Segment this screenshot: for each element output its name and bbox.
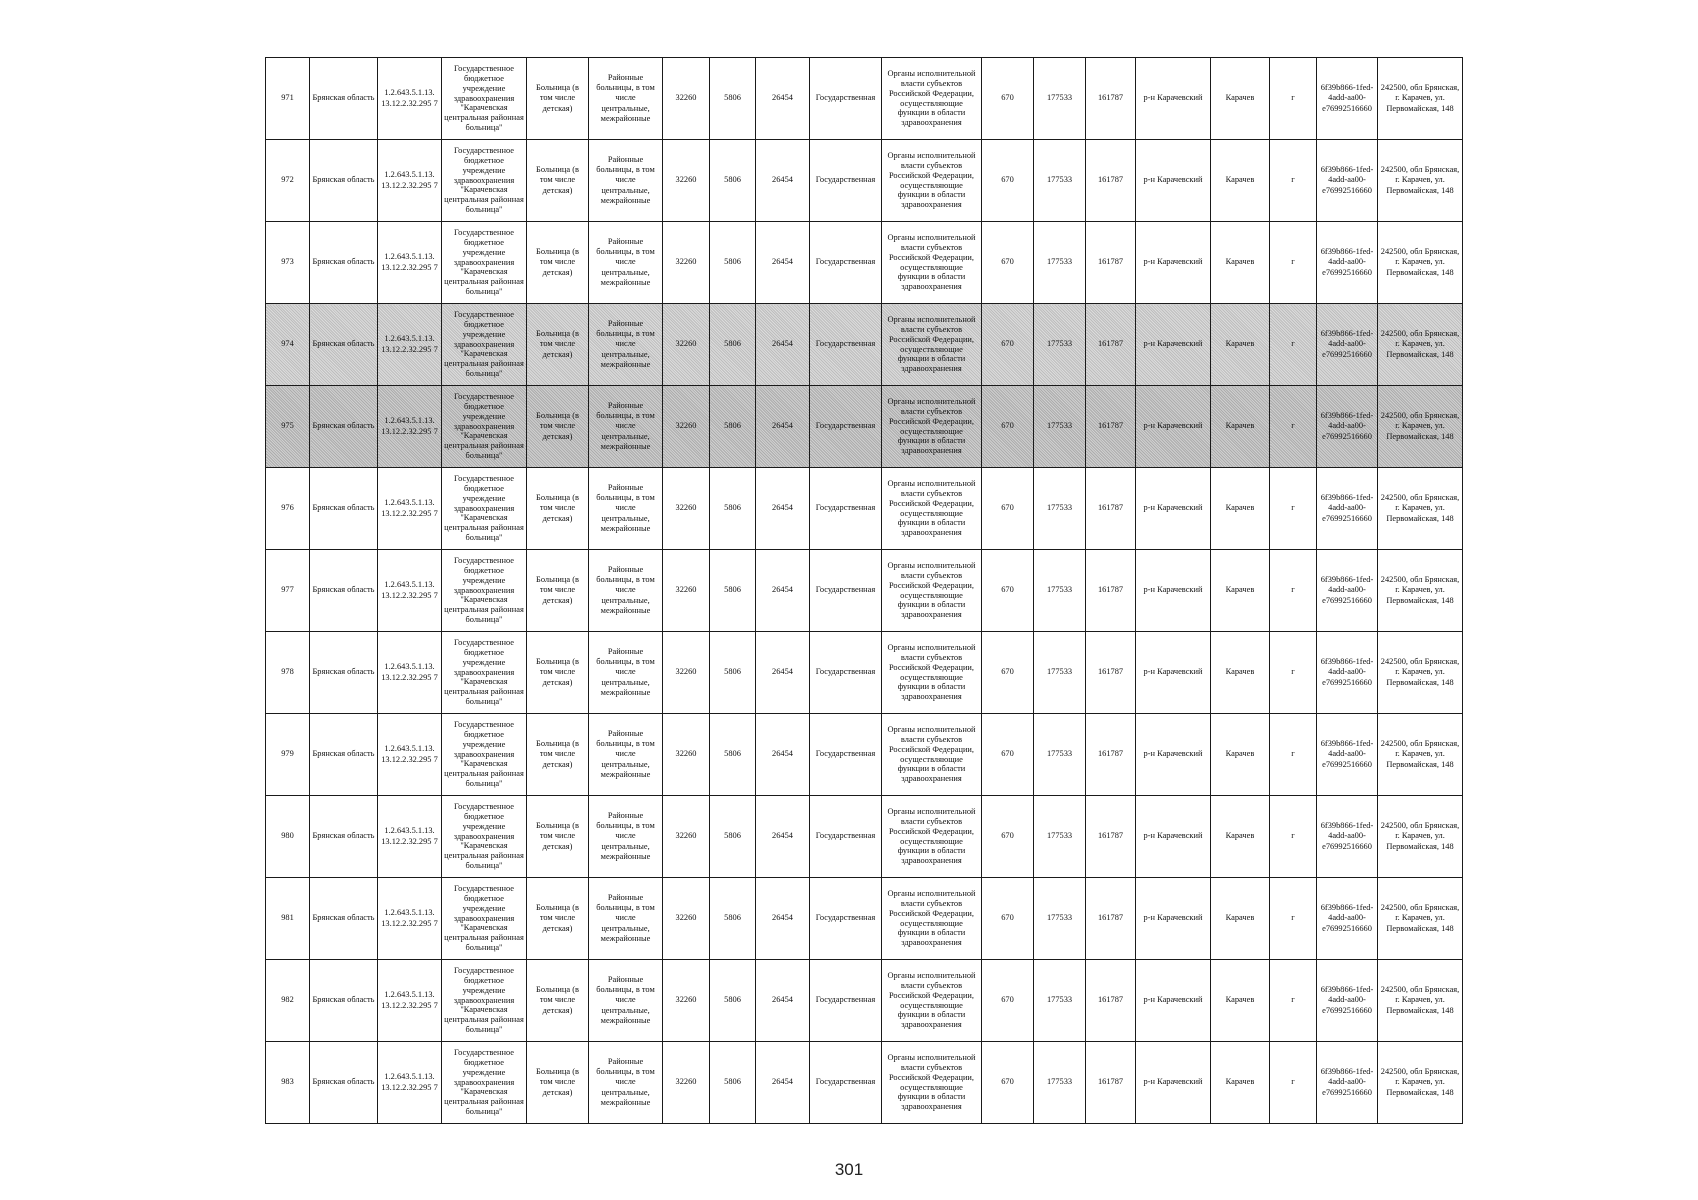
facility-subtype-cell: Районные больницы, в том числе центральные, межрайонные [589, 878, 663, 960]
code-1-cell: 32260 [663, 140, 710, 222]
oid-cell: 1.2.643.5.1.13. 13.12.2.32.295 7 [378, 468, 442, 550]
organization-name-cell: Государственное бюджетное учреждение здравоохранения "Карачевская центральная районная больница" [442, 960, 527, 1042]
code-5-cell: 177533 [1034, 1042, 1086, 1124]
organization-name-cell: Государственное бюджетное учреждение здравоохранения "Карачевская центральная районная больница" [442, 386, 527, 468]
code-2-cell: 5806 [710, 304, 756, 386]
district-cell: р-н Карачевский [1136, 1042, 1211, 1124]
facility-subtype-cell: Районные больницы, в том числе центральные, межрайонные [589, 140, 663, 222]
table-row [266, 878, 1463, 960]
table-row [266, 304, 1463, 386]
ownership-cell: Государственная [810, 304, 882, 386]
address-cell: 242500, обл Брянская, г. Карачев, ул. Первомайская, 148 [1378, 714, 1463, 796]
row-number: 980 [266, 796, 310, 878]
authority-cell: Органы исполнительной власти субъектов Российской Федерации, осуществляющие функции в области здравоохранения [882, 222, 982, 304]
authority-cell: Органы исполнительной власти субъектов Российской Федерации, осуществляющие функции в области здравоохранения [882, 714, 982, 796]
authority-cell: Органы исполнительной власти субъектов Российской Федерации, осуществляющие функции в области здравоохранения [882, 796, 982, 878]
code-5-cell: 177533 [1034, 222, 1086, 304]
address-cell: 242500, обл Брянская, г. Карачев, ул. Первомайская, 148 [1378, 796, 1463, 878]
code-3-cell: 26454 [756, 796, 810, 878]
code-6-cell: 161787 [1086, 140, 1136, 222]
region-cell: Брянская область [310, 632, 378, 714]
oid-cell: 1.2.643.5.1.13. 13.12.2.32.295 7 [378, 878, 442, 960]
code-6-cell: 161787 [1086, 878, 1136, 960]
facility-type-cell: Больница (в том числе детская) [527, 468, 589, 550]
table-row [266, 222, 1463, 304]
address-cell: 242500, обл Брянская, г. Карачев, ул. Первомайская, 148 [1378, 140, 1463, 222]
code-5-cell: 177533 [1034, 140, 1086, 222]
facility-type-cell: Больница (в том числе детская) [527, 632, 589, 714]
ownership-cell: Государственная [810, 468, 882, 550]
region-cell: Брянская область [310, 878, 378, 960]
address-cell: 242500, обл Брянская, г. Карачев, ул. Первомайская, 148 [1378, 468, 1463, 550]
city-cell: Карачев [1211, 222, 1270, 304]
city-cell: Карачев [1211, 796, 1270, 878]
oid-cell: 1.2.643.5.1.13. 13.12.2.32.295 7 [378, 632, 442, 714]
code-5-cell: 177533 [1034, 878, 1086, 960]
address-cell: 242500, обл Брянская, г. Карачев, ул. Первомайская, 148 [1378, 550, 1463, 632]
address-cell: 242500, обл Брянская, г. Карачев, ул. Первомайская, 148 [1378, 1042, 1463, 1124]
code-5-cell: 177533 [1034, 960, 1086, 1042]
city-cell: Карачев [1211, 714, 1270, 796]
code-1-cell: 32260 [663, 58, 710, 140]
code-1-cell: 32260 [663, 796, 710, 878]
code-4-cell: 670 [982, 960, 1034, 1042]
row-number: 978 [266, 632, 310, 714]
city-cell: Карачев [1211, 632, 1270, 714]
facility-subtype-cell: Районные больницы, в том числе центральные, межрайонные [589, 222, 663, 304]
ownership-cell: Государственная [810, 386, 882, 468]
authority-cell: Органы исполнительной власти субъектов Российской Федерации, осуществляющие функции в области здравоохранения [882, 304, 982, 386]
settlement-type-cell: г [1270, 468, 1317, 550]
city-cell: Карачев [1211, 140, 1270, 222]
code-4-cell: 670 [982, 878, 1034, 960]
settlement-type-cell: г [1270, 960, 1317, 1042]
table-row [266, 632, 1463, 714]
ownership-cell: Государственная [810, 140, 882, 222]
ownership-cell: Государственная [810, 632, 882, 714]
code-1-cell: 32260 [663, 960, 710, 1042]
code-3-cell: 26454 [756, 878, 810, 960]
district-cell: р-н Карачевский [1136, 386, 1211, 468]
city-cell: Карачев [1211, 878, 1270, 960]
code-1-cell: 32260 [663, 632, 710, 714]
district-cell: р-н Карачевский [1136, 632, 1211, 714]
authority-cell: Органы исполнительной власти субъектов Российской Федерации, осуществляющие функции в области здравоохранения [882, 1042, 982, 1124]
district-cell: р-н Карачевский [1136, 58, 1211, 140]
row-number: 982 [266, 960, 310, 1042]
oid-cell: 1.2.643.5.1.13. 13.12.2.32.295 7 [378, 222, 442, 304]
code-2-cell: 5806 [710, 960, 756, 1042]
organization-name-cell: Государственное бюджетное учреждение здравоохранения "Карачевская центральная районная больница" [442, 632, 527, 714]
settlement-type-cell: г [1270, 386, 1317, 468]
guid-cell: 6f39b866-1fed-4add-aa00-e76992516660 [1317, 468, 1378, 550]
city-cell: Карачев [1211, 468, 1270, 550]
oid-cell: 1.2.643.5.1.13. 13.12.2.32.295 7 [378, 304, 442, 386]
code-1-cell: 32260 [663, 386, 710, 468]
organization-name-cell: Государственное бюджетное учреждение здравоохранения "Карачевская центральная районная больница" [442, 714, 527, 796]
oid-cell: 1.2.643.5.1.13. 13.12.2.32.295 7 [378, 960, 442, 1042]
region-cell: Брянская область [310, 140, 378, 222]
facility-type-cell: Больница (в том числе детская) [527, 550, 589, 632]
settlement-type-cell: г [1270, 140, 1317, 222]
code-3-cell: 26454 [756, 714, 810, 796]
row-number: 983 [266, 1042, 310, 1124]
row-number: 974 [266, 304, 310, 386]
region-cell: Брянская область [310, 304, 378, 386]
code-6-cell: 161787 [1086, 58, 1136, 140]
code-6-cell: 161787 [1086, 550, 1136, 632]
code-2-cell: 5806 [710, 386, 756, 468]
code-1-cell: 32260 [663, 468, 710, 550]
code-2-cell: 5806 [710, 1042, 756, 1124]
settlement-type-cell: г [1270, 714, 1317, 796]
code-3-cell: 26454 [756, 222, 810, 304]
address-cell: 242500, обл Брянская, г. Карачев, ул. Первомайская, 148 [1378, 878, 1463, 960]
guid-cell: 6f39b866-1fed-4add-aa00-e76992516660 [1317, 1042, 1378, 1124]
facility-subtype-cell: Районные больницы, в том числе центральные, межрайонные [589, 1042, 663, 1124]
region-cell: Брянская область [310, 960, 378, 1042]
code-2-cell: 5806 [710, 140, 756, 222]
district-cell: р-н Карачевский [1136, 222, 1211, 304]
code-6-cell: 161787 [1086, 222, 1136, 304]
code-2-cell: 5806 [710, 468, 756, 550]
facility-subtype-cell: Районные больницы, в том числе центральные, межрайонные [589, 714, 663, 796]
registry-table [265, 57, 1463, 1124]
guid-cell: 6f39b866-1fed-4add-aa00-e76992516660 [1317, 140, 1378, 222]
facility-type-cell: Больница (в том числе детская) [527, 960, 589, 1042]
guid-cell: 6f39b866-1fed-4add-aa00-e76992516660 [1317, 386, 1378, 468]
settlement-type-cell: г [1270, 632, 1317, 714]
address-cell: 242500, обл Брянская, г. Карачев, ул. Первомайская, 148 [1378, 386, 1463, 468]
row-number: 971 [266, 58, 310, 140]
authority-cell: Органы исполнительной власти субъектов Российской Федерации, осуществляющие функции в области здравоохранения [882, 960, 982, 1042]
settlement-type-cell: г [1270, 222, 1317, 304]
code-3-cell: 26454 [756, 632, 810, 714]
row-number: 976 [266, 468, 310, 550]
row-number: 981 [266, 878, 310, 960]
row-number: 975 [266, 386, 310, 468]
organization-name-cell: Государственное бюджетное учреждение здравоохранения "Карачевская центральная районная больница" [442, 550, 527, 632]
row-number: 973 [266, 222, 310, 304]
code-6-cell: 161787 [1086, 304, 1136, 386]
guid-cell: 6f39b866-1fed-4add-aa00-e76992516660 [1317, 222, 1378, 304]
facility-type-cell: Больница (в том числе детская) [527, 222, 589, 304]
oid-cell: 1.2.643.5.1.13. 13.12.2.32.295 7 [378, 386, 442, 468]
table-row [266, 140, 1463, 222]
region-cell: Брянская область [310, 550, 378, 632]
region-cell: Брянская область [310, 468, 378, 550]
code-3-cell: 26454 [756, 140, 810, 222]
city-cell: Карачев [1211, 550, 1270, 632]
address-cell: 242500, обл Брянская, г. Карачев, ул. Первомайская, 148 [1378, 960, 1463, 1042]
facility-subtype-cell: Районные больницы, в том числе центральные, межрайонные [589, 304, 663, 386]
oid-cell: 1.2.643.5.1.13. 13.12.2.32.295 7 [378, 1042, 442, 1124]
district-cell: р-н Карачевский [1136, 304, 1211, 386]
district-cell: р-н Карачевский [1136, 714, 1211, 796]
facility-subtype-cell: Районные больницы, в том числе центральные, межрайонные [589, 58, 663, 140]
region-cell: Брянская область [310, 796, 378, 878]
facility-subtype-cell: Районные больницы, в том числе центральные, межрайонные [589, 550, 663, 632]
code-3-cell: 26454 [756, 550, 810, 632]
settlement-type-cell: г [1270, 878, 1317, 960]
facility-type-cell: Больница (в том числе детская) [527, 796, 589, 878]
district-cell: р-н Карачевский [1136, 140, 1211, 222]
settlement-type-cell: г [1270, 550, 1317, 632]
settlement-type-cell: г [1270, 1042, 1317, 1124]
code-3-cell: 26454 [756, 304, 810, 386]
code-4-cell: 670 [982, 304, 1034, 386]
code-2-cell: 5806 [710, 222, 756, 304]
authority-cell: Органы исполнительной власти субъектов Российской Федерации, осуществляющие функции в области здравоохранения [882, 58, 982, 140]
row-number: 972 [266, 140, 310, 222]
ownership-cell: Государственная [810, 714, 882, 796]
region-cell: Брянская область [310, 386, 378, 468]
code-5-cell: 177533 [1034, 304, 1086, 386]
table-row [266, 796, 1463, 878]
code-5-cell: 177533 [1034, 714, 1086, 796]
guid-cell: 6f39b866-1fed-4add-aa00-e76992516660 [1317, 796, 1378, 878]
organization-name-cell: Государственное бюджетное учреждение здравоохранения "Карачевская центральная районная больница" [442, 1042, 527, 1124]
code-6-cell: 161787 [1086, 796, 1136, 878]
code-4-cell: 670 [982, 386, 1034, 468]
code-2-cell: 5806 [710, 714, 756, 796]
facility-subtype-cell: Районные больницы, в том числе центральные, межрайонные [589, 960, 663, 1042]
city-cell: Карачев [1211, 58, 1270, 140]
code-4-cell: 670 [982, 796, 1034, 878]
district-cell: р-н Карачевский [1136, 468, 1211, 550]
city-cell: Карачев [1211, 960, 1270, 1042]
code-4-cell: 670 [982, 1042, 1034, 1124]
oid-cell: 1.2.643.5.1.13. 13.12.2.32.295 7 [378, 550, 442, 632]
guid-cell: 6f39b866-1fed-4add-aa00-e76992516660 [1317, 878, 1378, 960]
code-3-cell: 26454 [756, 386, 810, 468]
code-6-cell: 161787 [1086, 714, 1136, 796]
guid-cell: 6f39b866-1fed-4add-aa00-e76992516660 [1317, 550, 1378, 632]
organization-name-cell: Государственное бюджетное учреждение здравоохранения "Карачевская центральная районная больница" [442, 796, 527, 878]
table-row [266, 960, 1463, 1042]
code-1-cell: 32260 [663, 550, 710, 632]
code-6-cell: 161787 [1086, 960, 1136, 1042]
facility-subtype-cell: Районные больницы, в том числе центральные, межрайонные [589, 796, 663, 878]
row-number: 979 [266, 714, 310, 796]
guid-cell: 6f39b866-1fed-4add-aa00-e76992516660 [1317, 714, 1378, 796]
ownership-cell: Государственная [810, 1042, 882, 1124]
code-4-cell: 670 [982, 222, 1034, 304]
code-6-cell: 161787 [1086, 468, 1136, 550]
authority-cell: Органы исполнительной власти субъектов Российской Федерации, осуществляющие функции в области здравоохранения [882, 550, 982, 632]
page-number: 301 [834, 1160, 864, 1179]
guid-cell: 6f39b866-1fed-4add-aa00-e76992516660 [1317, 58, 1378, 140]
row-number: 977 [266, 550, 310, 632]
guid-cell: 6f39b866-1fed-4add-aa00-e76992516660 [1317, 632, 1378, 714]
code-6-cell: 161787 [1086, 632, 1136, 714]
code-4-cell: 670 [982, 58, 1034, 140]
oid-cell: 1.2.643.5.1.13. 13.12.2.32.295 7 [378, 796, 442, 878]
ownership-cell: Государственная [810, 222, 882, 304]
authority-cell: Органы исполнительной власти субъектов Российской Федерации, осуществляющие функции в области здравоохранения [882, 468, 982, 550]
region-cell: Брянская область [310, 222, 378, 304]
code-1-cell: 32260 [663, 878, 710, 960]
oid-cell: 1.2.643.5.1.13. 13.12.2.32.295 7 [378, 714, 442, 796]
guid-cell: 6f39b866-1fed-4add-aa00-e76992516660 [1317, 960, 1378, 1042]
table-row [266, 714, 1463, 796]
code-5-cell: 177533 [1034, 796, 1086, 878]
facility-type-cell: Больница (в том числе детская) [527, 878, 589, 960]
table-row [266, 58, 1463, 140]
city-cell: Карачев [1211, 304, 1270, 386]
authority-cell: Органы исполнительной власти субъектов Российской Федерации, осуществляющие функции в области здравоохранения [882, 878, 982, 960]
registry-rows [266, 58, 1463, 1124]
facility-type-cell: Больница (в том числе детская) [527, 140, 589, 222]
code-3-cell: 26454 [756, 960, 810, 1042]
code-1-cell: 32260 [663, 222, 710, 304]
ownership-cell: Государственная [810, 58, 882, 140]
facility-type-cell: Больница (в том числе детская) [527, 1042, 589, 1124]
facility-type-cell: Больница (в том числе детская) [527, 304, 589, 386]
code-4-cell: 670 [982, 140, 1034, 222]
organization-name-cell: Государственное бюджетное учреждение здравоохранения "Карачевская центральная районная больница" [442, 58, 527, 140]
code-4-cell: 670 [982, 714, 1034, 796]
authority-cell: Органы исполнительной власти субъектов Российской Федерации, осуществляющие функции в области здравоохранения [882, 140, 982, 222]
facility-subtype-cell: Районные больницы, в том числе центральные, межрайонные [589, 468, 663, 550]
code-2-cell: 5806 [710, 796, 756, 878]
code-5-cell: 177533 [1034, 58, 1086, 140]
oid-cell: 1.2.643.5.1.13. 13.12.2.32.295 7 [378, 58, 442, 140]
code-1-cell: 32260 [663, 304, 710, 386]
code-2-cell: 5806 [710, 550, 756, 632]
code-6-cell: 161787 [1086, 386, 1136, 468]
table-row [266, 550, 1463, 632]
organization-name-cell: Государственное бюджетное учреждение здравоохранения "Карачевская центральная районная больница" [442, 468, 527, 550]
authority-cell: Органы исполнительной власти субъектов Российской Федерации, осуществляющие функции в области здравоохранения [882, 386, 982, 468]
settlement-type-cell: г [1270, 58, 1317, 140]
city-cell: Карачев [1211, 386, 1270, 468]
facility-subtype-cell: Районные больницы, в том числе центральные, межрайонные [589, 386, 663, 468]
oid-cell: 1.2.643.5.1.13. 13.12.2.32.295 7 [378, 140, 442, 222]
region-cell: Брянская область [310, 58, 378, 140]
district-cell: р-н Карачевский [1136, 796, 1211, 878]
ownership-cell: Государственная [810, 960, 882, 1042]
code-2-cell: 5806 [710, 632, 756, 714]
organization-name-cell: Государственное бюджетное учреждение здравоохранения "Карачевская центральная районная больница" [442, 140, 527, 222]
city-cell: Карачев [1211, 1042, 1270, 1124]
district-cell: р-н Карачевский [1136, 878, 1211, 960]
settlement-type-cell: г [1270, 304, 1317, 386]
code-5-cell: 177533 [1034, 386, 1086, 468]
settlement-type-cell: г [1270, 796, 1317, 878]
organization-name-cell: Государственное бюджетное учреждение здравоохранения "Карачевская центральная районная больница" [442, 222, 527, 304]
ownership-cell: Государственная [810, 796, 882, 878]
table-row [266, 1042, 1463, 1124]
code-3-cell: 26454 [756, 1042, 810, 1124]
district-cell: р-н Карачевский [1136, 550, 1211, 632]
facility-type-cell: Больница (в том числе детская) [527, 58, 589, 140]
code-2-cell: 5806 [710, 58, 756, 140]
table-row [266, 468, 1463, 550]
facility-subtype-cell: Районные больницы, в том числе центральные, межрайонные [589, 632, 663, 714]
ownership-cell: Государственная [810, 550, 882, 632]
facility-type-cell: Больница (в том числе детская) [527, 714, 589, 796]
district-cell: р-н Карачевский [1136, 960, 1211, 1042]
table-row [266, 386, 1463, 468]
ownership-cell: Государственная [810, 878, 882, 960]
code-5-cell: 177533 [1034, 468, 1086, 550]
region-cell: Брянская область [310, 1042, 378, 1124]
address-cell: 242500, обл Брянская, г. Карачев, ул. Первомайская, 148 [1378, 632, 1463, 714]
authority-cell: Органы исполнительной власти субъектов Российской Федерации, осуществляющие функции в области здравоохранения [882, 632, 982, 714]
code-5-cell: 177533 [1034, 632, 1086, 714]
code-1-cell: 32260 [663, 1042, 710, 1124]
code-2-cell: 5806 [710, 878, 756, 960]
code-4-cell: 670 [982, 468, 1034, 550]
code-6-cell: 161787 [1086, 1042, 1136, 1124]
code-4-cell: 670 [982, 632, 1034, 714]
address-cell: 242500, обл Брянская, г. Карачев, ул. Первомайская, 148 [1378, 58, 1463, 140]
code-5-cell: 177533 [1034, 550, 1086, 632]
guid-cell: 6f39b866-1fed-4add-aa00-e76992516660 [1317, 304, 1378, 386]
organization-name-cell: Государственное бюджетное учреждение здравоохранения "Карачевская центральная районная больница" [442, 304, 527, 386]
code-3-cell: 26454 [756, 58, 810, 140]
code-4-cell: 670 [982, 550, 1034, 632]
address-cell: 242500, обл Брянская, г. Карачев, ул. Первомайская, 148 [1378, 222, 1463, 304]
code-1-cell: 32260 [663, 714, 710, 796]
address-cell: 242500, обл Брянская, г. Карачев, ул. Первомайская, 148 [1378, 304, 1463, 386]
code-3-cell: 26454 [756, 468, 810, 550]
organization-name-cell: Государственное бюджетное учреждение здравоохранения "Карачевская центральная районная больница" [442, 878, 527, 960]
facility-type-cell: Больница (в том числе детская) [527, 386, 589, 468]
region-cell: Брянская область [310, 714, 378, 796]
